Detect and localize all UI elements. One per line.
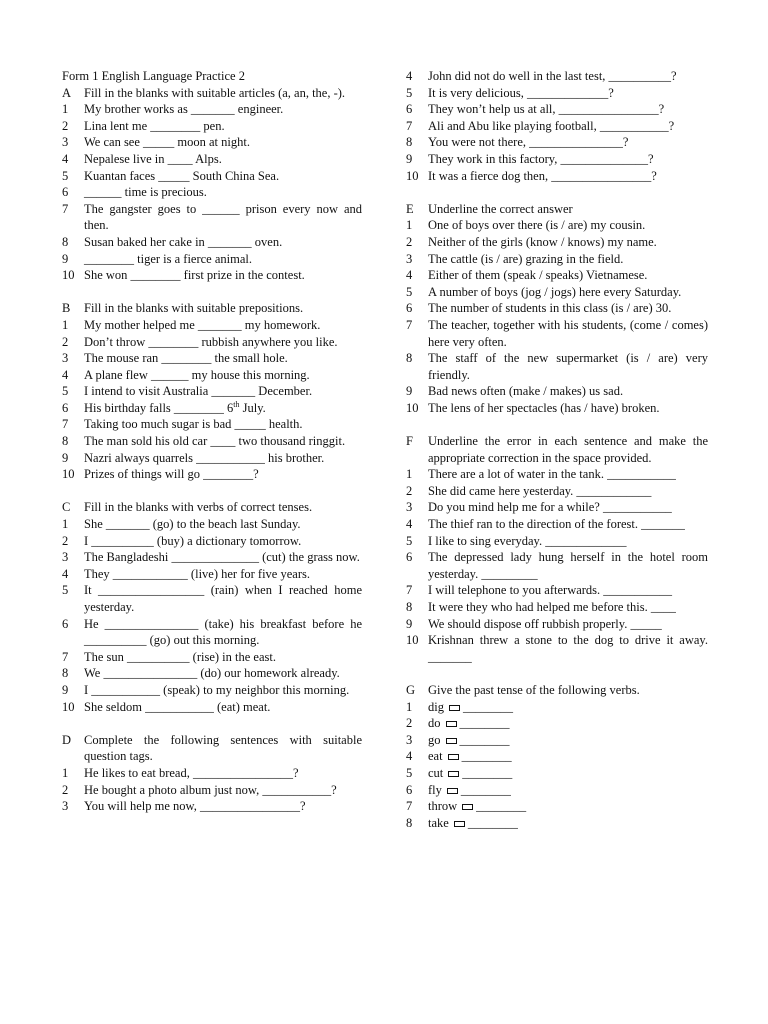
verb-line [428,732,708,749]
question-number: 1 [406,699,413,714]
question-item [406,317,708,350]
question-item [62,118,362,135]
question-number: 2 [62,533,69,548]
question-item [406,632,708,665]
question-text: The cattle (is / are) grazing in the field. [428,251,624,266]
question-item [406,85,708,102]
question-number: 7 [406,799,413,814]
question-item [62,151,362,168]
question-text: My brother works as _______ engineer. [84,102,284,117]
question-text: I intend to visit Australia _______ December. [84,384,313,399]
question-text: Ali and Abu like playing football, ___________? [428,118,675,133]
question-number: 8 [62,434,69,449]
question-text: The Bangladeshi ______________ (cut) the grass now. [84,550,360,565]
question-number: 6 [406,102,413,117]
question-text: The sun __________ (rise) in the east. [84,649,276,664]
question-item [406,582,708,599]
arrow-icon [448,754,459,760]
section-g [406,682,708,831]
question-item [62,350,362,367]
question-number: 5 [406,765,413,780]
question-text: Do you mind help me for a while? ___________ [428,500,672,515]
question-number: 8 [406,351,413,366]
left-column [62,68,362,831]
question-item [406,499,708,516]
answer-blank: ________ [476,799,527,814]
question-number: 5 [406,533,413,548]
section-instruction: Fill in the blanks with verbs of correct tenses. [84,500,313,515]
question-number: 5 [406,284,413,299]
question-text: I will telephone to you afterwards. ___________ [428,583,673,598]
question-number: 1 [62,517,69,532]
question-text: A plane flew ______ my house this morning. [84,367,310,382]
verb-item [406,748,708,765]
question-number: 3 [62,550,69,565]
question-text: He likes to eat bread, ________________? [84,765,299,780]
question-number: 5 [62,583,69,598]
question-item [406,516,708,533]
verb-word: go [428,732,441,747]
question-item [406,217,708,234]
question-number: 3 [406,500,413,515]
section-a [62,85,362,284]
section-instruction: Give the past tense of the following verbs. [428,682,640,697]
question-text: ________ tiger is a fierce animal. [84,251,252,266]
section-instruction: Underline the correct answer [428,201,573,216]
question-number: 2 [406,234,413,249]
question-item [62,566,362,583]
answer-blank: ________ [461,749,512,764]
question-text: The man sold his old car ____ two thousand ringgit. [84,434,346,449]
question-item [62,516,362,533]
question-text: The number of students in this class (is / are) 30. [428,301,672,316]
question-number: 9 [406,384,413,399]
question-item [62,168,362,185]
question-number: 6 [62,185,69,200]
question-item [406,599,708,616]
question-item [406,284,708,301]
question-item [406,68,708,85]
section-letter: A [62,85,72,100]
question-text: She did came here yesterday. ____________ [428,483,652,498]
question-item [406,483,708,500]
question-number: 4 [62,367,69,382]
question-item [62,533,362,550]
question-number: 3 [406,251,413,266]
section-instruction: Fill in the blanks with suitable articles (a, an, the, -). [84,85,346,100]
question-text: She seldom ___________ (eat) meat. [84,699,271,714]
question-item [62,416,362,433]
question-number: 4 [406,517,413,532]
verb-line [428,782,708,799]
question-text: I __________ (buy) a dictionary tomorrow. [84,533,302,548]
question-item [62,450,362,467]
question-item [406,616,708,633]
verb-line [428,815,708,832]
question-item [62,466,362,483]
question-number: 10 [62,699,75,714]
verb-line [428,748,708,765]
question-number: 7 [406,317,413,332]
section-header [406,433,708,466]
question-number: 6 [406,782,413,797]
question-number: 2 [62,334,69,349]
verb-word: cut [428,765,444,780]
question-item [62,267,362,284]
section-b [62,300,362,483]
question-number: 5 [62,384,69,399]
question-item [62,184,362,201]
question-item [406,234,708,251]
question-text: You will help me now, ________________? [84,799,306,814]
question-item [62,383,362,400]
question-text: They ____________ (live) her for five years. [84,566,310,581]
question-number: 3 [62,799,69,814]
question-number: 6 [406,301,413,316]
question-number: 8 [62,234,69,249]
question-item [62,798,362,815]
section-instruction: Fill in the blanks with suitable prepositions. [84,301,304,316]
question-item [62,234,362,251]
question-item [406,466,708,483]
question-number: 10 [406,168,419,183]
question-number: 1 [406,218,413,233]
question-number: 9 [62,450,69,465]
question-item [62,549,362,566]
question-item [62,334,362,351]
answer-blank: ________ [462,699,513,714]
arrow-icon [446,721,457,727]
question-number: 3 [62,351,69,366]
section-d [62,732,362,815]
question-item [406,549,708,582]
question-number: 2 [406,483,413,498]
question-item [406,350,708,383]
question-number: 1 [62,317,69,332]
question-number: 10 [62,467,75,482]
question-text-before: His birthday falls ________ 6 [84,400,234,415]
answer-blank: ________ [467,815,518,830]
verb-item [406,715,708,732]
question-text: Either of them (speak / speaks) Vietnamese. [428,268,648,283]
question-item [406,151,708,168]
question-text: He bought a photo album just now, ___________? [84,782,337,797]
question-number: 5 [406,85,413,100]
question-number: 3 [406,732,413,747]
page-title: Form 1 English Language Practice 2 [62,69,245,83]
question-item [62,433,362,450]
verb-word: take [428,815,449,830]
question-item [406,101,708,118]
question-number: 7 [62,417,69,432]
question-number: 2 [406,716,413,731]
question-text: Taking too much sugar is bad _____ health. [84,417,303,432]
question-number: 8 [62,666,69,681]
question-text: The gangster goes to ______ prison every now and then. [84,201,362,233]
question-text: Prizes of things will go ________? [84,467,259,482]
question-text: Nazri always quarrels ___________ his brother. [84,450,325,465]
question-item [406,383,708,400]
section-c [62,499,362,715]
question-text: Kuantan faces _____ South China Sea. [84,168,280,183]
section-d-continued [406,68,708,184]
question-text: Bad news often (make / makes) us sad. [428,384,624,399]
question-number: 2 [62,782,69,797]
question-number: 2 [62,118,69,133]
question-text: The lens of her spectacles (has / have) broken. [428,400,660,415]
verb-line [428,715,708,732]
section-header [406,682,708,699]
answer-blank: ________ [459,732,510,747]
section-f [406,433,708,665]
question-number: 6 [62,616,69,631]
question-text: She _______ (go) to the beach last Sunday. [84,517,301,532]
section-header [62,499,362,516]
question-text: She won ________ first prize in the contest. [84,268,305,283]
answer-blank: ________ [462,765,513,780]
section-e [406,201,708,417]
question-item [62,134,362,151]
question-item [406,400,708,417]
question-text: The teacher, together with his students, (come / comes) here very often. [428,317,708,349]
section-header [62,300,362,317]
question-number: 9 [62,251,69,266]
question-number: 1 [62,765,69,780]
question-item [62,582,362,615]
question-text: It _________________ (rain) when I reached home yesterday. [84,583,362,614]
question-text: Krishnan threw a stone to the dog to drive it away. _______ [428,633,708,664]
question-number: 6 [62,400,69,415]
question-text: I like to sing everyday. _____________ [428,533,627,548]
verb-line [428,765,708,782]
question-text: They won’t help us at all, ________________? [428,102,665,117]
question-text: My mother helped me _______ my homework. [84,317,321,332]
question-item [406,267,708,284]
question-item [62,649,362,666]
verb-word: do [428,716,441,731]
question-text: You were not there, _______________? [428,135,629,150]
question-number: 3 [62,135,69,150]
question-text: They work in this factory, ______________? [428,151,654,166]
section-letter: G [406,682,416,697]
question-text: We can see _____ moon at night. [84,135,250,150]
question-item [62,101,362,118]
right-column [406,68,708,848]
verb-item [406,815,708,832]
verb-item [406,732,708,749]
question-item [62,782,362,799]
question-item [62,665,362,682]
verb-item [406,782,708,799]
question-text [84,400,362,417]
arrow-icon [446,738,457,744]
section-letter: E [406,201,414,216]
question-item [62,400,362,417]
question-number: 8 [406,815,413,830]
question-item [62,699,362,716]
question-number: 4 [62,151,69,166]
question-text: One of boys over there (is / are) my cousin. [428,218,646,233]
question-text: The thief ran to the direction of the forest. _______ [428,517,685,532]
question-text: We _______________ (do) our homework already. [84,666,340,681]
question-text-after: July. [239,400,266,415]
verb-item [406,699,708,716]
question-number: 1 [62,102,69,117]
question-number: 7 [62,201,69,216]
question-number: 4 [406,749,413,764]
question-number: 9 [62,682,69,697]
question-number: 10 [406,633,419,648]
question-item [62,317,362,334]
question-number: 1 [406,467,413,482]
question-number: 9 [406,616,413,631]
question-number: 9 [406,151,413,166]
question-number: 10 [406,400,419,415]
question-number: 6 [406,550,413,565]
question-text: It is very delicious, _____________? [428,85,614,100]
question-item [406,168,708,185]
question-number: 10 [62,268,75,283]
question-text: Don’t throw ________ rubbish anywhere you like. [84,334,338,349]
question-text: It were they who had helped me before this. ____ [428,600,676,614]
question-item [62,616,362,649]
section-letter: B [62,301,71,316]
question-text: Lina lent me ________ pen. [84,118,225,133]
answer-blank: ________ [460,782,511,797]
question-item [406,134,708,151]
arrow-icon [454,821,465,827]
question-text: John did not do well in the last test, __________? [428,69,677,83]
question-text: Neither of the girls (know / knows) my name. [428,234,657,249]
arrow-icon [447,788,458,794]
verb-line [428,699,708,716]
question-item [406,300,708,317]
question-number: 5 [62,168,69,183]
question-item [62,367,362,384]
verb-word: eat [428,749,443,764]
verb-item [406,798,708,815]
section-header [62,732,362,765]
question-number: 4 [62,566,69,581]
question-text: He _______________ (take) his breakfast before he __________ (go) out this morning. [84,616,362,648]
section-instruction: Complete the following sentences with suitable question tags. [84,732,362,764]
question-number: 7 [406,118,413,133]
section-letter: C [62,500,71,515]
arrow-icon [449,705,460,711]
section-letter: D [62,732,72,747]
question-item [406,533,708,550]
section-letter: F [406,434,413,449]
question-number: 7 [406,583,413,598]
question-text: We should dispose off rubbish properly. _____ [428,616,662,631]
section-instruction: Underline the error in each sentence and make the appropriate correction in the space provided. [428,434,708,465]
question-number: 7 [62,649,69,664]
question-item [62,682,362,699]
question-text: I ___________ (speak) to my neighbor this morning. [84,682,350,697]
verb-word: dig [428,699,444,714]
question-number: 4 [406,69,413,83]
verb-word: throw [428,799,458,814]
question-item [406,251,708,268]
question-number: 8 [406,135,413,150]
question-text: Nepalese live in ____ Alps. [84,151,222,166]
verb-item [406,765,708,782]
question-text: There are a lot of water in the tank. ___________ [428,467,676,482]
section-header [406,201,708,218]
verb-line [428,798,708,815]
verb-word: fly [428,782,442,797]
ordinal-superscript: th [233,399,240,409]
question-text: It was a fierce dog then, ________________? [428,168,657,183]
answer-blank: ________ [459,716,510,731]
question-item [62,765,362,782]
arrow-icon [448,771,459,777]
question-number: 4 [406,268,413,283]
question-text: ______ time is precious. [84,185,207,200]
question-text: The depressed lady hung herself in the hotel room yesterday. _________ [428,550,708,581]
question-number: 8 [406,600,413,614]
arrow-icon [462,804,473,810]
question-text: A number of boys (jog / jogs) here every Saturday. [428,284,682,299]
section-header [62,85,362,102]
question-text: The staff of the new supermarket (is / are) very friendly. [428,351,708,382]
question-text: Susan baked her cake in _______ oven. [84,234,283,249]
question-text: The mouse ran ________ the small hole. [84,351,288,366]
question-item [62,251,362,268]
question-item [406,118,708,135]
question-item [62,201,362,234]
